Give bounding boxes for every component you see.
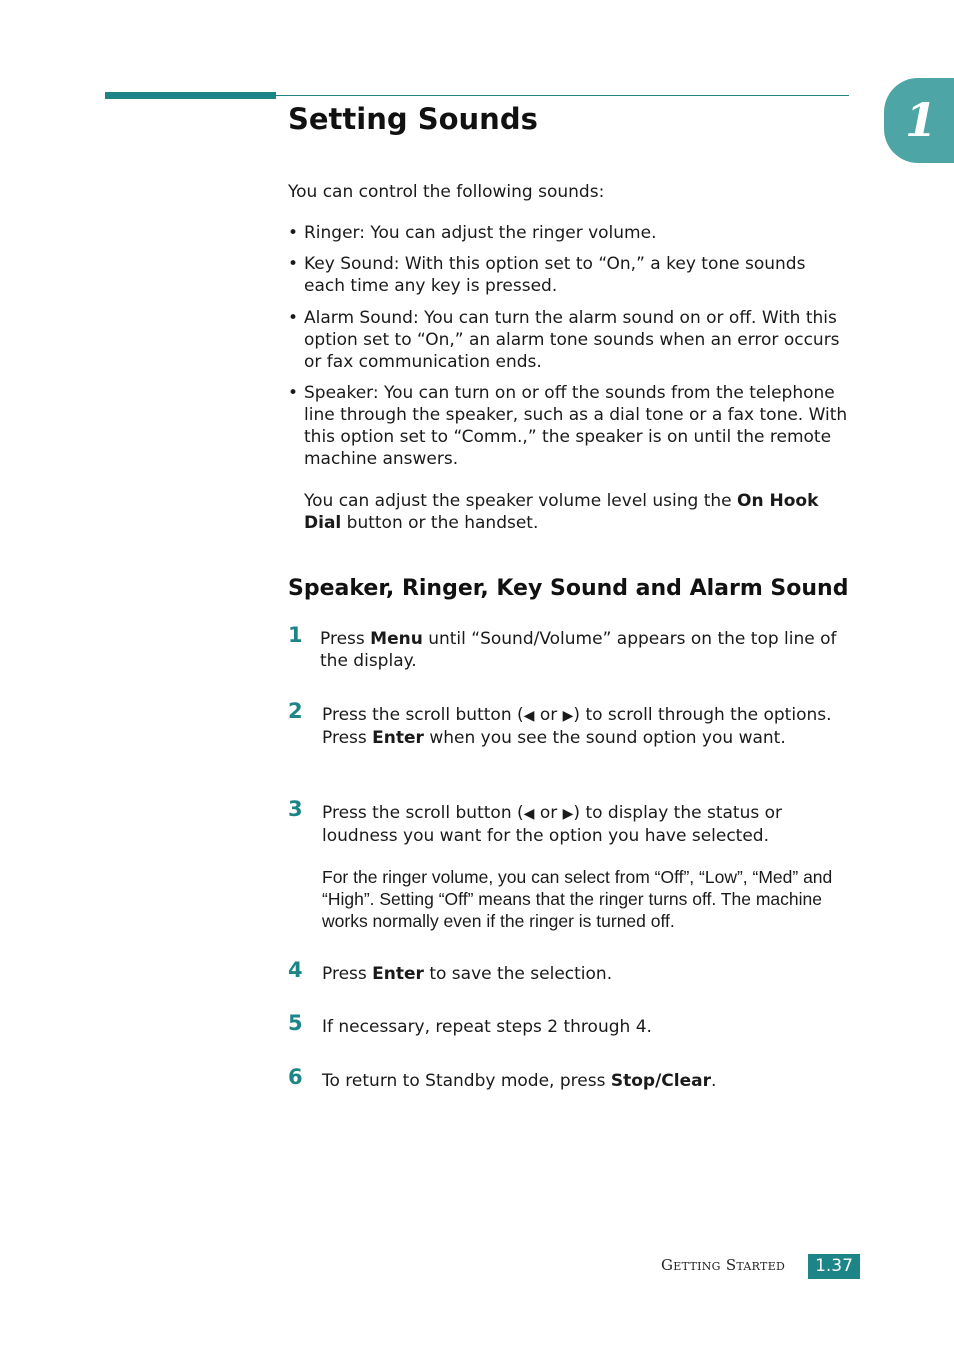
step-number: 4 xyxy=(288,958,303,982)
bullet-key-sound xyxy=(288,253,848,297)
intro-text: You can control the following sounds: xyxy=(288,182,605,202)
bullet-marker: • xyxy=(288,383,299,403)
bullet-marker: • xyxy=(288,254,299,274)
page-title: Setting Sounds xyxy=(288,102,538,136)
bullet-marker: • xyxy=(288,223,299,243)
speaker-volume-paragraph xyxy=(304,490,849,534)
bullet-ringer xyxy=(288,222,848,244)
step-number: 6 xyxy=(288,1065,303,1089)
bullet-text: Ringer: You can adjust the ringer volume. xyxy=(304,223,657,243)
left-arrow-icon: ◀ xyxy=(523,708,535,724)
section-subheading: Speaker, Ringer, Key Sound and Alarm Sound xyxy=(288,576,849,601)
bullet-speaker xyxy=(288,382,848,470)
stop-clear-label: Stop/Clear xyxy=(610,1071,711,1091)
para-text: button or the handset. xyxy=(341,513,539,533)
step-text: Press Menu until “Sound/Volume” appears on the top line of the display. xyxy=(320,629,837,671)
right-arrow-icon: ▶ xyxy=(562,806,574,822)
step-2 xyxy=(288,699,848,749)
step-text: Press the scroll button (◀ or ▶) to display the status or loudness you want for the option you have selected. xyxy=(322,803,783,846)
bullet-text: Speaker: You can turn on or off the sounds from the telephone line through the speaker, such as a dial tone or a fax tone. With this option set to “Comm.,” the speaker is on until the remote machine answers. xyxy=(304,383,848,469)
step-number: 1 xyxy=(288,623,303,647)
bullet-text: Alarm Sound: You can turn the alarm sound on or off. With this option set to “On,” an alarm tone sounds when an error occurs or fax communication ends. xyxy=(304,308,840,372)
enter-label: Enter xyxy=(372,728,424,748)
on-hook-dial-label: On Hook Dial xyxy=(304,491,819,533)
step-4 xyxy=(288,958,848,985)
para-text: You can adjust the speaker volume level using the xyxy=(304,491,738,511)
step-number: 5 xyxy=(288,1011,303,1035)
footer-section-label: Getting Started xyxy=(661,1256,786,1274)
step-text: To return to Standby mode, press Stop/Clear. xyxy=(322,1071,717,1091)
page-number: 1.37 xyxy=(808,1254,860,1279)
step-text: Press the scroll button (◀ or ▶) to scroll through the options. Press Enter when you see the sound option you want. xyxy=(322,705,832,748)
step-text: If necessary, repeat steps 2 through 4. xyxy=(322,1017,652,1037)
bullet-marker: • xyxy=(288,308,299,328)
step-5 xyxy=(288,1011,848,1038)
right-arrow-icon: ▶ xyxy=(562,708,574,724)
header-rule-thin xyxy=(276,95,849,96)
step-number: 3 xyxy=(288,797,303,821)
step-1 xyxy=(288,623,848,672)
step-3 xyxy=(288,797,848,847)
enter-label: Enter xyxy=(372,964,424,984)
step-6 xyxy=(288,1065,848,1092)
step-3-note: For the ringer volume, you can select from “Off”, “Low”, “Med” and “High”. Setting “Off” means that the ringer turns off. The machine works normally even if the ringer is turned off. xyxy=(322,867,833,931)
chapter-tab: 1 xyxy=(884,78,954,163)
step-text: Press Enter to save the selection. xyxy=(322,964,613,984)
step-number: 2 xyxy=(288,699,303,723)
bullet-text: Key Sound: With this option set to “On,” a key tone sounds each time any key is pressed. xyxy=(304,254,806,296)
header-rule-thick xyxy=(105,92,276,99)
menu-label: Menu xyxy=(370,629,423,649)
bullet-alarm-sound xyxy=(288,307,848,373)
left-arrow-icon: ◀ xyxy=(523,806,535,822)
